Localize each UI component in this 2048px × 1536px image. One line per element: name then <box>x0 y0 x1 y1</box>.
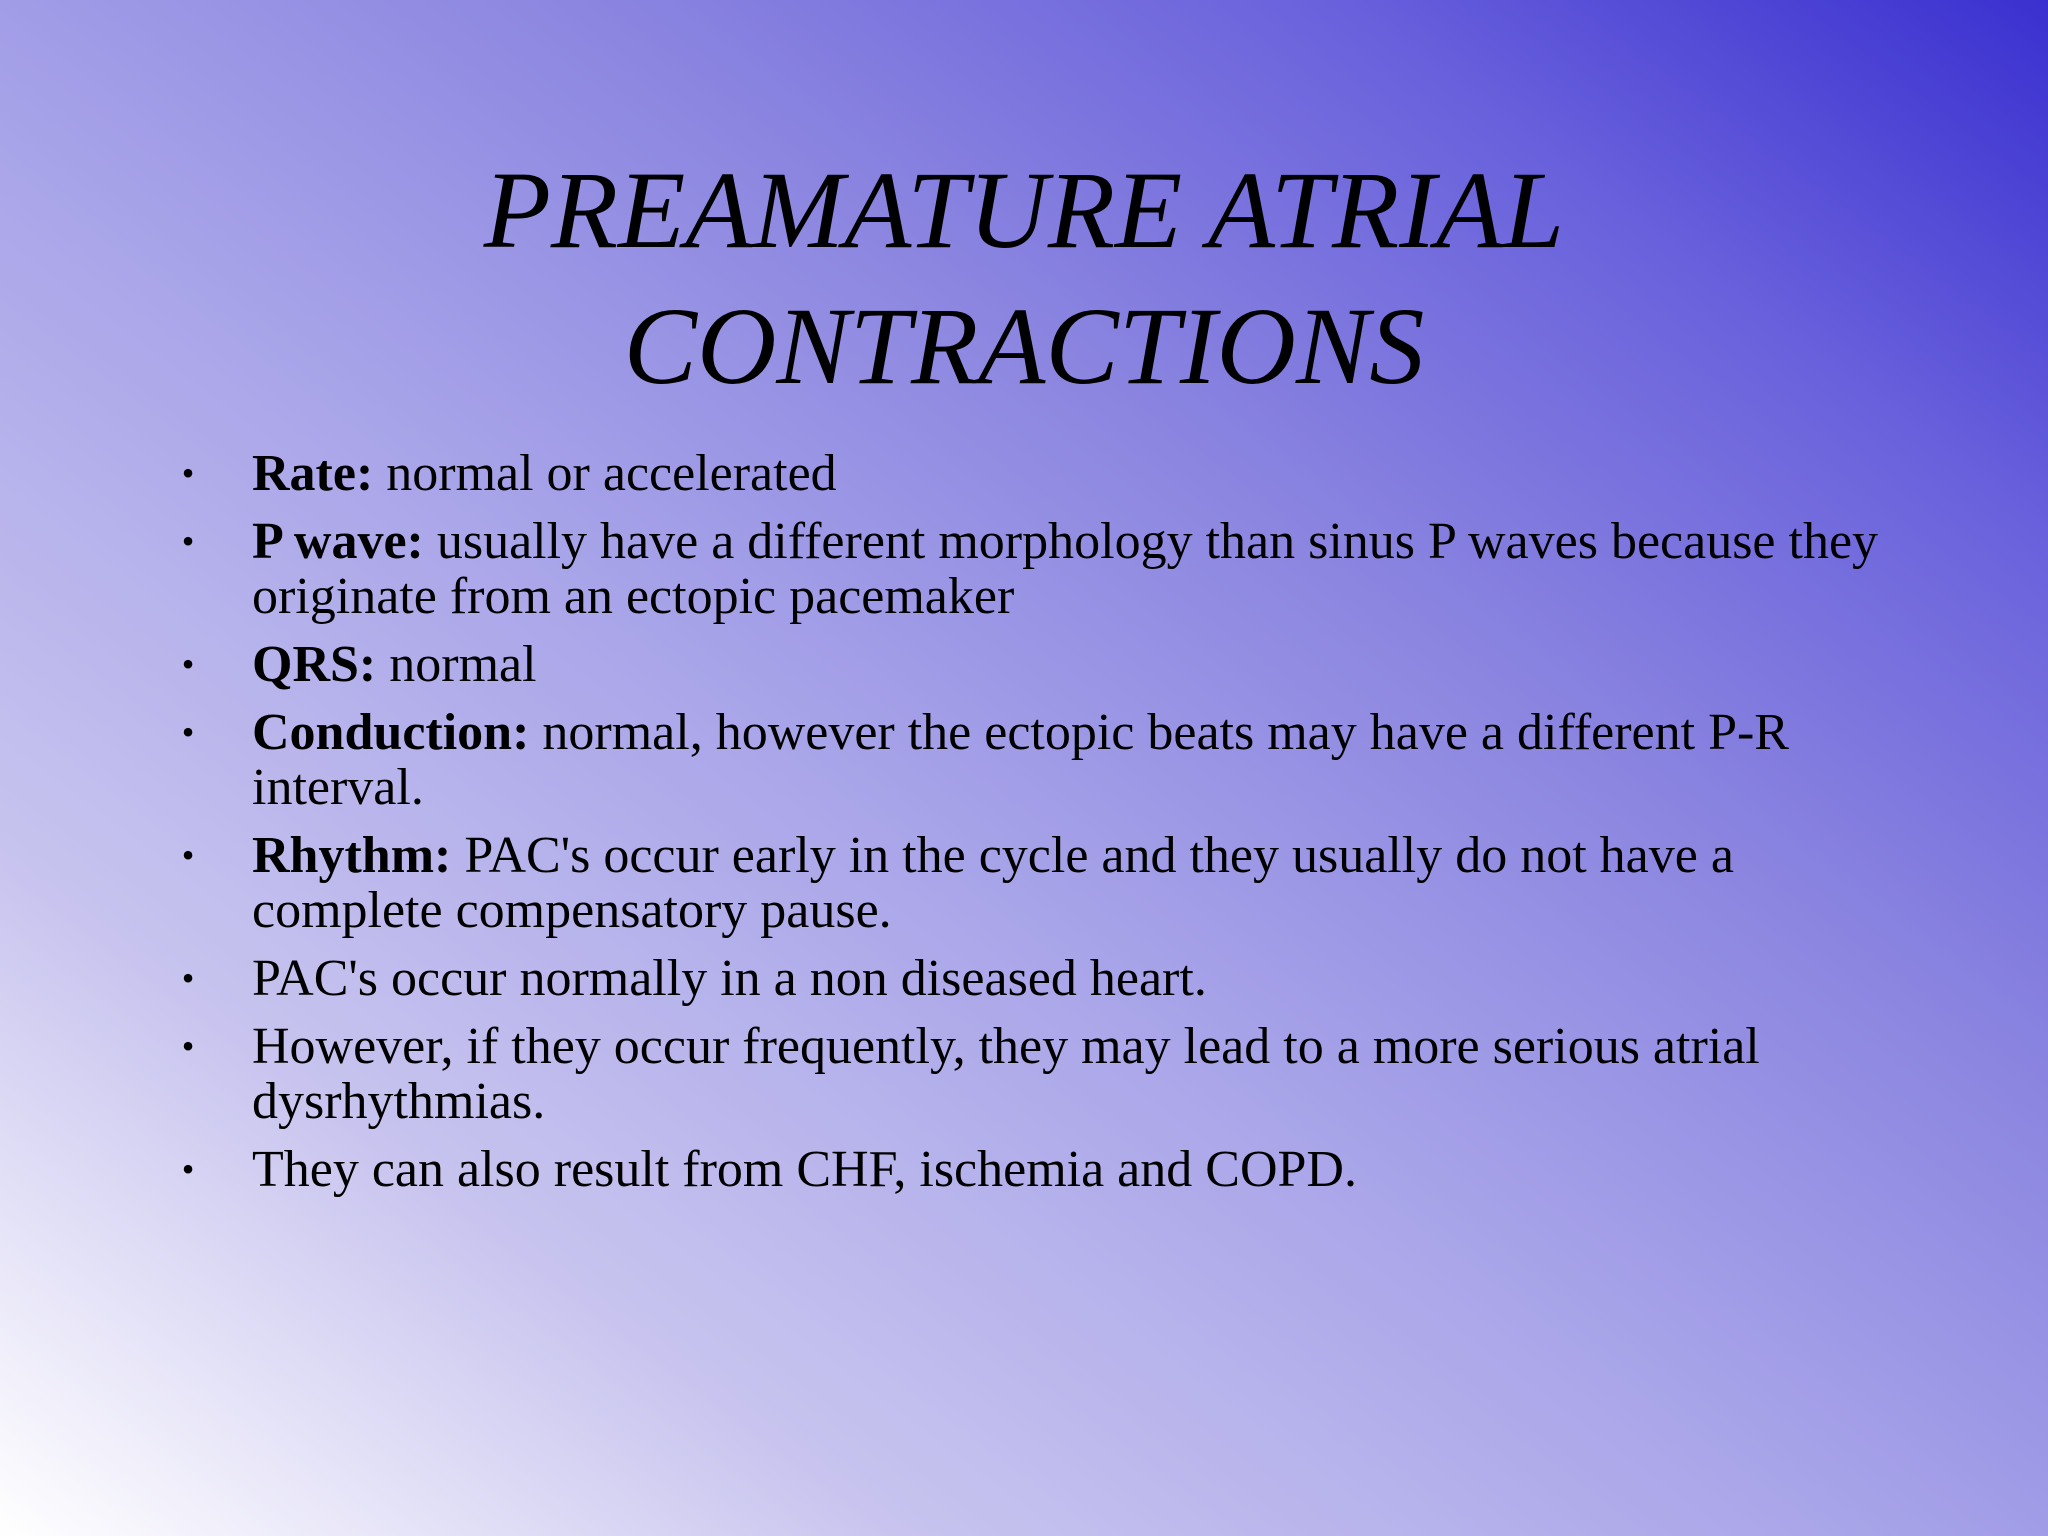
bullet-item-qrs <box>168 637 1888 692</box>
bullet-text: usually have a different morphology than sinus P waves because they originate from an ectopic pacemaker <box>252 513 1879 625</box>
bullet-icon: • <box>181 644 195 684</box>
bullet-item-frequent <box>168 1019 1888 1129</box>
bullet-text: normal or accelerated <box>373 445 837 502</box>
bullet-item-rate <box>168 446 1888 501</box>
bullet-term: Rhythm: <box>252 827 452 884</box>
bullet-icon: • <box>181 1026 195 1066</box>
bullet-text: PAC's occur early in the cycle and they usually do not have a complete compensatory pause. <box>252 827 1734 939</box>
bullet-text: normal, however the ectopic beats may have a different P-R interval. <box>252 704 1789 816</box>
bullet-text: PAC's occur normally in a non diseased heart. <box>252 950 1207 1007</box>
bullet-item-causes <box>168 1142 1888 1197</box>
title-line-1: PREAMATURE ATRIAL <box>483 149 1565 271</box>
bullet-item-normal-heart <box>168 951 1888 1006</box>
bullet-text: normal <box>376 636 537 693</box>
bullet-icon: • <box>181 958 195 998</box>
bullet-text: They can also result from CHF, ischemia and COPD. <box>252 1141 1357 1198</box>
bullet-term: QRS: <box>252 636 377 693</box>
bullet-icon: • <box>181 835 195 875</box>
bullet-term: Rate: <box>252 445 374 502</box>
bullet-list <box>168 446 1888 1210</box>
bullet-icon: • <box>181 453 195 493</box>
bullet-item-conduction <box>168 705 1888 815</box>
bullet-text: However, if they occur frequently, they may lead to a more serious atrial dysrhythmias. <box>252 1018 1760 1130</box>
bullet-term: P wave: <box>252 513 424 570</box>
bullet-icon: • <box>181 521 195 561</box>
title-line-2: CONTRACTIONS <box>623 285 1425 407</box>
bullet-icon: • <box>181 1149 195 1189</box>
bullet-icon: • <box>181 712 195 752</box>
bullet-item-p-wave <box>168 514 1888 624</box>
slide-title <box>0 142 2048 414</box>
bullet-item-rhythm <box>168 828 1888 938</box>
bullet-term: Conduction: <box>252 704 530 761</box>
